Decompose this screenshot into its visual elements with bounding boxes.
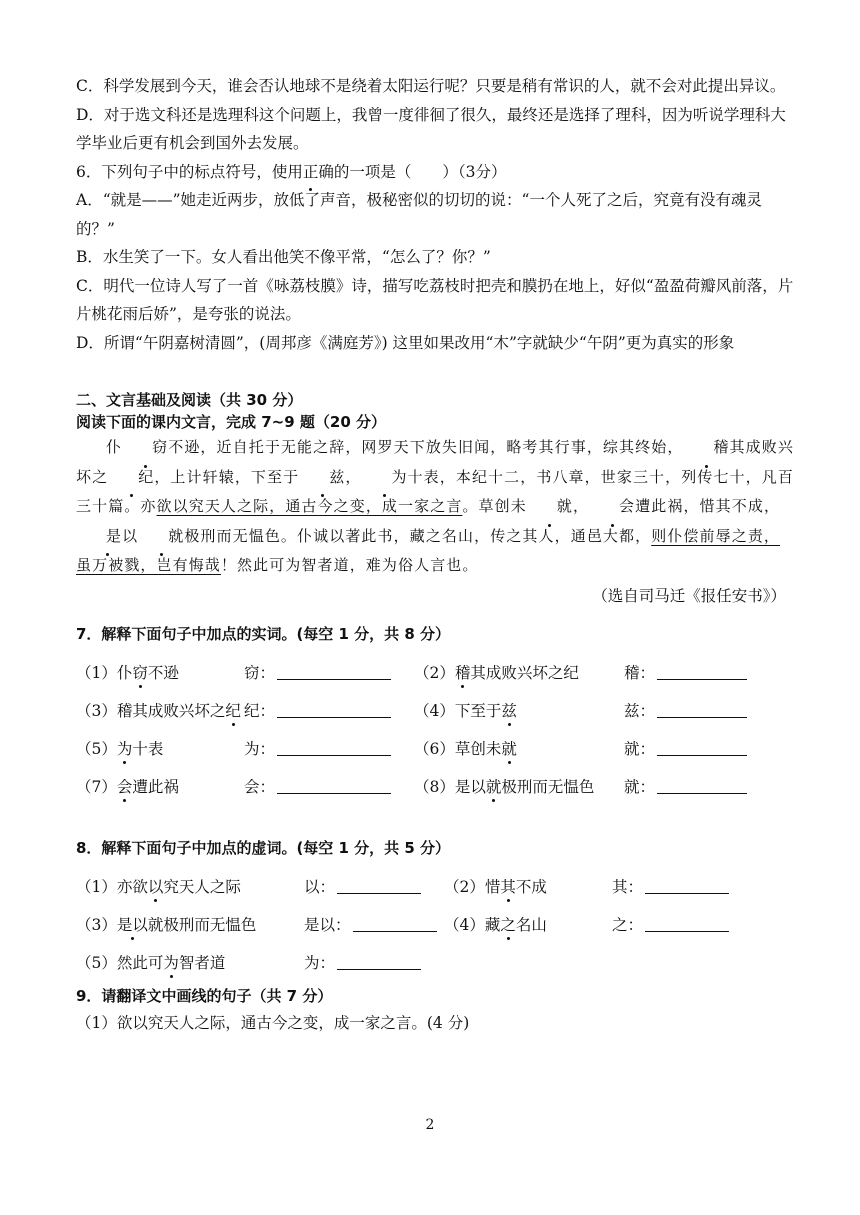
answer-field: 兹：: [624, 699, 747, 721]
question-item: （5）为十表: [76, 737, 244, 759]
question-row: [76, 867, 794, 905]
underlined-sentence-2: 则仆偿前辱之责，虽万被戮，岂有悔哉: [76, 526, 781, 574]
question-item: （1）亦欲以究天人之际: [76, 875, 304, 897]
question-item: （2）稽其成败兴坏之纪: [414, 661, 624, 683]
q9-title: 9．请翻译文中画线的句子（共 7 分）: [76, 986, 333, 1005]
question-item: （2）惜其不成: [444, 875, 612, 897]
answer-blank[interactable]: [277, 663, 391, 680]
q6-option-c: C．明代一位诗人写了一首《咏荔枝膜》诗，描写吃荔枝时把壳和膜扔在地上，好似“盈盈荷瓣风前落，片片桃花雨后娇”，是夸张的说法。: [76, 276, 794, 323]
answer-field: 纪：: [244, 699, 414, 721]
question-row: [76, 767, 794, 805]
section-title: 二、文言基础及阅读（共 30 分）: [76, 391, 303, 409]
classical-passage: 仆 窃不逊，近自托于无能之辞，网罗天下放失旧闻，略考其行事，综其终始， 稽其成败兴坏之 纪，上计轩辕，下至于 兹， 为十表，本纪十二，书八章，世家三十，列传七十，凡百三十篇。亦欲以究天人之际，通古今之变，成一家之言。草创未 就， 会遭此祸，惜其不成，是以 就极刑而无愠色。仆诚以著此书，藏之名山，传之其人，通邑大都，则仆偿前辱之责，虽万被戮，岂有悔哉！然此可为智者道，难为俗人言也。: [76, 433, 794, 581]
answer-blank[interactable]: [337, 953, 421, 970]
answer-field: 以：: [304, 875, 444, 897]
answer-field: 为：: [244, 737, 414, 759]
answer-blank[interactable]: [277, 701, 391, 718]
answer-field: 就：: [624, 737, 747, 759]
q5-option-c: C．科学发展到今天，谁会否认地球不是绕着太阳运行呢？只要是稍有常识的人，就不会对此提出异议。: [76, 77, 786, 95]
exam-page: [76, 72, 794, 1037]
answer-field: 稽：: [624, 661, 747, 683]
answer-blank[interactable]: [353, 915, 437, 932]
q6-option-d: D．所谓“午阴嘉树清圆”，(周邦彦《满庭芳》) 这里如果改用“木”字就缺少“午阴”更为真实的形象: [76, 333, 735, 352]
question-row: [76, 905, 794, 943]
answer-blank[interactable]: [657, 701, 747, 718]
question-item: （6）草创未就: [414, 737, 624, 759]
question-item: （7）会遭此祸: [76, 775, 244, 797]
spacer: [76, 805, 794, 825]
underlined-sentence-1: 欲以究天人之际，通古今之变，成一家之言: [156, 497, 463, 515]
q5-option-d: D．对于选文科还是选理科这个问题上，我曾一度徘徊了很久，最终还是选择了理科，因为听说学理科大学毕业后更有机会到国外去发展。: [76, 105, 786, 152]
question-item: （3）稽其成败兴坏之纪: [76, 699, 244, 721]
page-number: 2: [425, 1117, 435, 1133]
answer-blank[interactable]: [645, 877, 729, 894]
question-item: （3）是以就极刑而无愠色: [76, 913, 304, 935]
answer-blank[interactable]: [277, 739, 391, 756]
answer-field: 之：: [612, 913, 729, 935]
answer-field: 是以：: [304, 913, 444, 935]
question-item: （5）然此可为智者道: [76, 951, 304, 973]
section-subtitle: 阅读下面的课内文言，完成 7~9 题（20 分）: [76, 413, 386, 431]
answer-blank[interactable]: [657, 777, 747, 794]
answer-field: 其：: [612, 875, 729, 897]
answer-field: 为：: [304, 951, 444, 973]
answer-field: 窃：: [244, 661, 414, 683]
emphasis-char: 正: [303, 158, 319, 187]
question-item: （1）仆窃不逊: [76, 661, 244, 683]
q7-title: 7．解释下面句子中加点的实词。(每空 1 分，共 8 分）: [76, 624, 451, 643]
answer-field: 就：: [624, 775, 747, 797]
question-row: [76, 943, 794, 981]
question-item: （4）下至于兹: [414, 699, 624, 721]
question-item: （8）是以就极刑而无愠色: [414, 775, 624, 797]
q8-title: 8．解释下面句子中加点的虚词。(每空 1 分，共 5 分）: [76, 838, 451, 857]
answer-blank[interactable]: [657, 739, 747, 756]
q6-option-b: B．水生笑了一下。女人看出他笑不像平常，“怎么了？你？”: [76, 248, 491, 266]
question-row: [76, 729, 794, 767]
question-row: [76, 691, 794, 729]
q6-stem: 6．下列句子中的标点符号，使用正确的一项是（ ）（3分）: [76, 158, 794, 187]
answer-blank[interactable]: [645, 915, 729, 932]
question-item: （4）藏之名山: [444, 913, 612, 935]
answer-blank[interactable]: [657, 663, 747, 680]
q9-item-1: （1）欲以究天人之际，通古今之变，成一家之言。(4 分): [76, 1013, 470, 1032]
passage-source: （选自司马迁《报任安书》）: [592, 586, 786, 605]
q7-grid: [76, 653, 794, 805]
q8-grid: [76, 867, 794, 981]
q6-option-a: A．“就是——”她走近两步，放低了声音，极秘密似的切切的说：“一个人死了之后，究竟有没有魂灵的？”: [76, 191, 762, 238]
question-row: [76, 653, 794, 691]
spacer: [76, 357, 794, 383]
answer-blank[interactable]: [337, 877, 421, 894]
answer-blank[interactable]: [277, 777, 391, 794]
answer-field: 会：: [244, 775, 414, 797]
